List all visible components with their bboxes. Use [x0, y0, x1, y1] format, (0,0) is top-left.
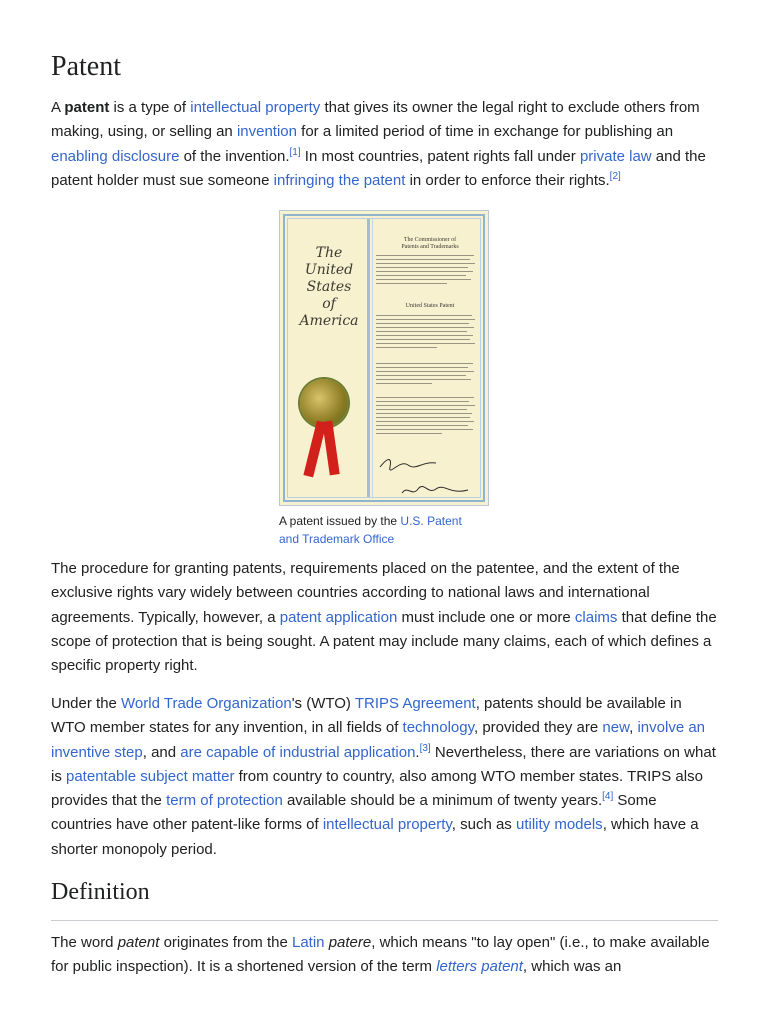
link-technology[interactable]: technology [402, 719, 474, 737]
link-new[interactable]: new [602, 719, 630, 737]
text: , which have a shorter monopoly period. [51, 816, 699, 858]
ref-3[interactable]: [3] [419, 742, 431, 754]
link-uspto[interactable]: U.S. Patent and Trademark Office [279, 514, 462, 546]
wto-paragraph [51, 692, 718, 862]
text: , provided they are [474, 719, 603, 737]
signature-mark [400, 483, 470, 499]
page-title: Patent [51, 51, 121, 82]
text: In most countries, patent rights fall under [300, 147, 580, 165]
figure-caption [279, 512, 479, 548]
text: , patents should be available in WTO member states for any invention, in all fields of [51, 695, 682, 737]
link-wto[interactable]: World Trade Organization [121, 695, 292, 712]
certificate-text-block [376, 315, 478, 351]
text: The word [51, 934, 118, 951]
text: originates from the [159, 934, 292, 951]
text: Some countries have other patent-like forms of [51, 792, 657, 834]
link-intellectual-property[interactable]: intellectual property [190, 99, 321, 116]
section-divider [51, 920, 718, 921]
text: . [415, 743, 420, 761]
link-trips-agreement[interactable]: TRIPS Agreement [354, 695, 476, 712]
bold-term: patent [64, 99, 110, 116]
certificate-subheading: United States Patent [405, 303, 455, 309]
text: that gives its owner the legal right to exclude others from making, using, or selling an [51, 99, 700, 141]
caption-text: A patent issued by the [279, 514, 401, 528]
intro-paragraph [51, 96, 718, 193]
text: Under the [51, 695, 122, 712]
certificate-heading: The Commissioner of Patents and Trademarks [401, 237, 459, 250]
link-claims[interactable]: claims [574, 608, 618, 626]
text: and the patent holder must sue someone [51, 147, 706, 189]
text: of the invention. [179, 147, 290, 165]
text: Nevertheless, there are variations on what is [51, 743, 716, 785]
text: from country to country, also among WTO member states. TRIPS also provides that the [51, 767, 703, 810]
link-enabling-disclosure[interactable]: enabling disclosure [51, 147, 180, 165]
text: that define the scope of protection that is being sought. A patent may include many claims, each of which defines a specific property right. [51, 608, 717, 675]
link-infringing-the-patent[interactable]: infringing the patent [273, 171, 406, 189]
link-patentable-subject-matter[interactable]: patentable subject matter [66, 767, 235, 785]
certificate-text-block [376, 397, 478, 437]
text: must include one or more [397, 608, 575, 626]
text: The procedure for granting patents, requirements placed on the patentee, and the extent of the exclusive rights vary widely between countries according to national laws and international agreements. Typically, however, a [51, 560, 680, 626]
patent-figure [279, 210, 491, 548]
link-term-of-protection[interactable]: term of protection [166, 792, 283, 810]
link-latin[interactable]: Latin [291, 934, 325, 951]
procedure-paragraph [51, 557, 718, 678]
certificate-text-block [376, 255, 478, 287]
link-intellectual-property-2[interactable]: intellectual property [322, 816, 452, 834]
patent-certificate-image[interactable] [279, 210, 489, 506]
link-inventive-step[interactable]: involve an inventive step [51, 719, 706, 761]
text: 's (WTO) [291, 695, 355, 712]
link-utility-models[interactable]: utility models [515, 816, 603, 834]
italic-term: patere [328, 934, 372, 951]
link-invention[interactable]: invention [236, 123, 297, 141]
ref-1[interactable]: [1] [289, 146, 301, 158]
text: is a type of [109, 99, 191, 116]
definition-paragraph [51, 931, 718, 980]
signature-mark [378, 455, 438, 471]
text: A [51, 99, 65, 116]
text: , [629, 719, 638, 737]
text: available should be a minimum of twenty years. [282, 792, 603, 810]
text: , and [142, 743, 181, 761]
text: , which was an [522, 958, 622, 976]
text: , which means "to lay open" (i.e., to make available for public inspection). It is a shortened version of the term [51, 934, 710, 976]
italic-term: patent [117, 934, 160, 951]
ref-4[interactable]: [4] [602, 791, 614, 803]
gold-seal [300, 379, 348, 427]
link-industrial-application[interactable]: are capable of industrial application [180, 743, 416, 761]
certificate-text-block [376, 363, 478, 387]
link-patent-application[interactable]: patent application [279, 608, 398, 626]
text: in order to enforce their rights. [405, 171, 610, 189]
section-heading-definition: Definition [51, 879, 150, 905]
link-letters-patent[interactable]: letters patent [436, 958, 523, 976]
text: for a limited period of time in exchange for publishing an [296, 123, 674, 141]
link-private-law[interactable]: private law [579, 147, 652, 165]
text: , such as [451, 816, 516, 834]
ref-2[interactable]: [2] [609, 170, 621, 182]
certificate-script-title: The United States of America [299, 245, 359, 329]
